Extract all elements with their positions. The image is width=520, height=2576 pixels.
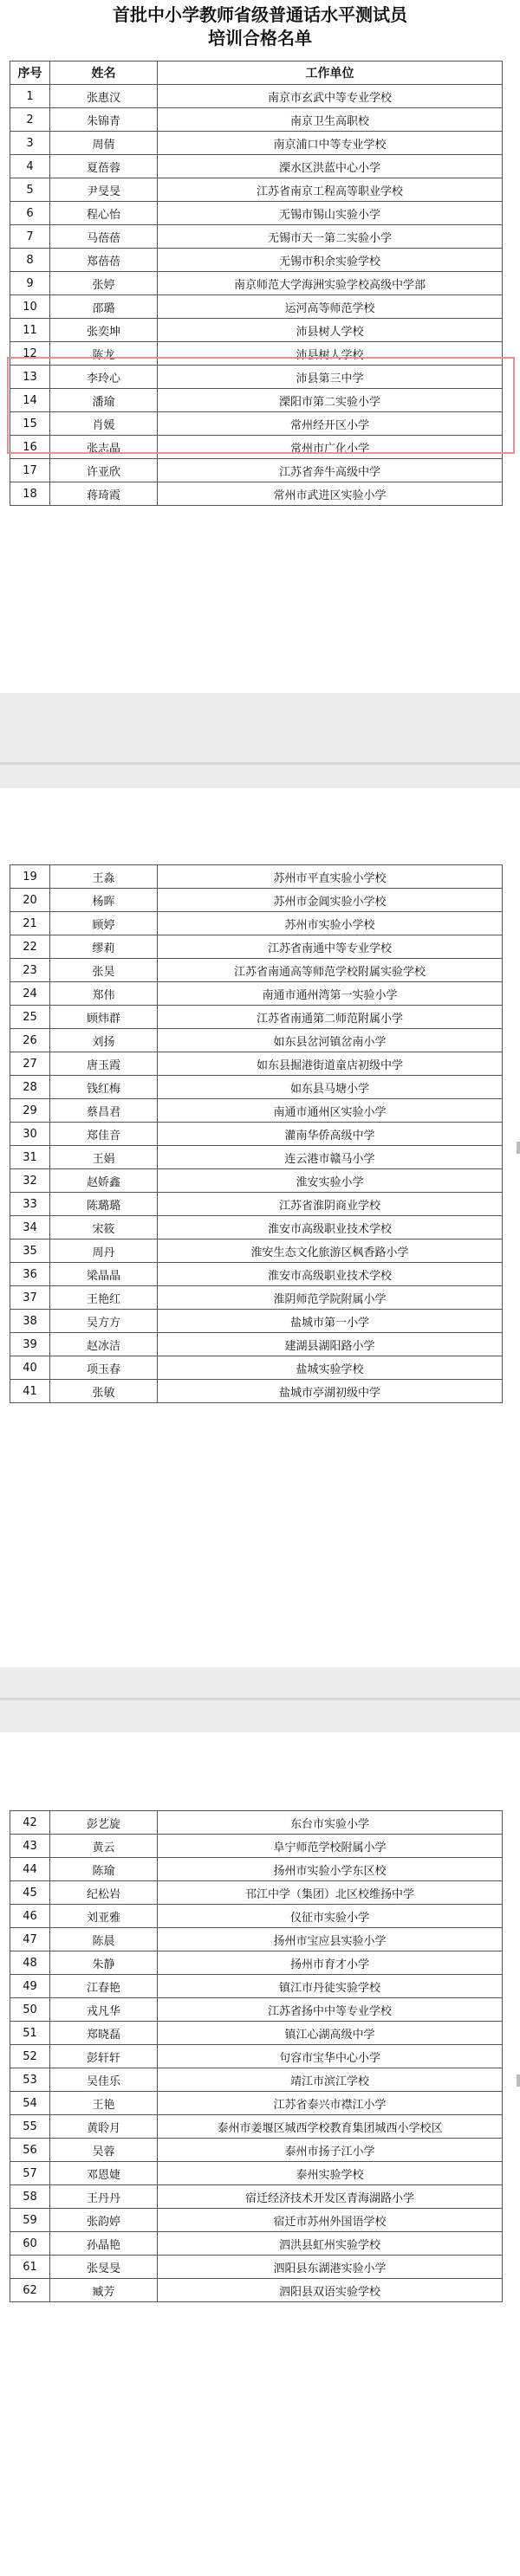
cell-name: 张惠汉 bbox=[50, 85, 158, 108]
cell-org: 常州市广化小学 bbox=[158, 436, 503, 459]
roster-table-3 bbox=[10, 1810, 503, 2302]
table-row bbox=[10, 2115, 503, 2139]
cell-org: 江苏省泰兴市襟江小学 bbox=[158, 2092, 503, 2115]
cell-org: 苏州市金阊实验小学校 bbox=[158, 889, 503, 912]
cell-org: 如东县岔河镇岔南小学 bbox=[158, 1029, 503, 1052]
scrollbar-marker[interactable] bbox=[517, 1142, 520, 1154]
cell-org: 无锡市积余实验学校 bbox=[158, 249, 503, 272]
cell-index: 52 bbox=[10, 2045, 50, 2068]
cell-org: 江苏省南京工程高等职业学校 bbox=[158, 178, 503, 202]
cell-name: 吴方方 bbox=[50, 1310, 158, 1333]
cell-name: 孙晶艳 bbox=[50, 2232, 158, 2256]
cell-name: 杨晖 bbox=[50, 889, 158, 912]
cell-name: 张昊 bbox=[50, 959, 158, 982]
cell-index: 38 bbox=[10, 1310, 50, 1333]
cell-name: 江春艳 bbox=[50, 1975, 158, 1998]
table-row bbox=[10, 225, 503, 249]
cell-index: 41 bbox=[10, 1380, 50, 1403]
cell-name: 唐玉霞 bbox=[50, 1052, 158, 1076]
table-row bbox=[10, 1286, 503, 1310]
cell-org: 苏州市实验小学校 bbox=[158, 912, 503, 935]
cell-org: 阜宁师范学校附属小学 bbox=[158, 1835, 503, 1858]
cell-index: 23 bbox=[10, 959, 50, 982]
cell-name: 夏蓓蓉 bbox=[50, 155, 158, 178]
table-row bbox=[10, 2162, 503, 2185]
cell-index: 60 bbox=[10, 2232, 50, 2256]
document-page-2 bbox=[0, 788, 520, 1667]
cell-org: 如东县马塘小学 bbox=[158, 1076, 503, 1099]
cell-org: 扬州市宝应县实验小学 bbox=[158, 1928, 503, 1951]
cell-org: 泰州市姜堰区城西学校教育集团城西小学校区 bbox=[158, 2115, 503, 2139]
table-row bbox=[10, 1239, 503, 1263]
cell-org: 江苏省淮阴商业学校 bbox=[158, 1193, 503, 1216]
cell-index: 55 bbox=[10, 2115, 50, 2139]
table-row bbox=[10, 2045, 503, 2068]
cell-org: 如东县掘港街道童店初级中学 bbox=[158, 1052, 503, 1076]
cell-org: 南京师范大学海洲实验学校高级中学部 bbox=[158, 272, 503, 295]
cell-name: 王娟 bbox=[50, 1146, 158, 1169]
cell-org: 盐城实验学校 bbox=[158, 1356, 503, 1380]
cell-name: 彭艺旋 bbox=[50, 1811, 158, 1835]
table-row bbox=[10, 1928, 503, 1951]
cell-org: 盐城市亭湖初级中学 bbox=[158, 1380, 503, 1403]
table-row bbox=[10, 2022, 503, 2045]
cell-name: 陈晨 bbox=[50, 1928, 158, 1951]
cell-org: 南京浦口中等专业学校 bbox=[158, 132, 503, 155]
cell-org: 南通市通州湾第一实验小学 bbox=[158, 982, 503, 1006]
cell-index: 44 bbox=[10, 1858, 50, 1881]
cell-name: 蒋琦霞 bbox=[50, 482, 158, 506]
table-row bbox=[10, 108, 503, 132]
document-page-3 bbox=[0, 1732, 520, 2576]
cell-name: 宋筱 bbox=[50, 1216, 158, 1239]
cell-org: 沛县树人学校 bbox=[158, 319, 503, 342]
cell-index: 5 bbox=[10, 178, 50, 202]
cell-org: 淮安生态文化旅游区枫香路小学 bbox=[158, 1239, 503, 1263]
cell-name: 赵娇鑫 bbox=[50, 1169, 158, 1193]
table-row bbox=[10, 2232, 503, 2256]
cell-name: 戎凡华 bbox=[50, 1998, 158, 2022]
cell-name: 许亚欣 bbox=[50, 459, 158, 482]
table-row bbox=[10, 2185, 503, 2209]
cell-name: 黄云 bbox=[50, 1835, 158, 1858]
cell-name: 张韵婷 bbox=[50, 2209, 158, 2232]
cell-org: 沛县第三中学 bbox=[158, 366, 503, 389]
header-name: 姓名 bbox=[50, 61, 158, 85]
roster-table-2 bbox=[10, 864, 503, 1403]
table-row bbox=[10, 249, 503, 272]
cell-index: 26 bbox=[10, 1029, 50, 1052]
cell-index: 8 bbox=[10, 249, 50, 272]
cell-name: 臧芳 bbox=[50, 2279, 158, 2302]
cell-org: 淮阴师范学院附属小学 bbox=[158, 1286, 503, 1310]
cell-org: 宿迁市苏州外国语学校 bbox=[158, 2209, 503, 2232]
cell-name: 邓恩婕 bbox=[50, 2162, 158, 2185]
cell-org: 靖江市滨江学校 bbox=[158, 2068, 503, 2092]
cell-index: 58 bbox=[10, 2185, 50, 2209]
title-line-1: 首批中小学教师省级普通话水平测试员 bbox=[113, 4, 407, 25]
cell-name: 刘亚雅 bbox=[50, 1905, 158, 1928]
cell-org: 泗阳县东湖港实验小学 bbox=[158, 2256, 503, 2279]
cell-index: 24 bbox=[10, 982, 50, 1006]
cell-org: 苏州市平直实验小学校 bbox=[158, 865, 503, 889]
cell-org: 常州市武进区实验小学 bbox=[158, 482, 503, 506]
cell-index: 7 bbox=[10, 225, 50, 249]
cell-org: 扬州市育才小学 bbox=[158, 1951, 503, 1975]
cell-index: 43 bbox=[10, 1835, 50, 1858]
cell-name: 蔡昌君 bbox=[50, 1099, 158, 1123]
cell-name: 吴佳乐 bbox=[50, 2068, 158, 2092]
cell-name: 赵冰洁 bbox=[50, 1333, 158, 1356]
cell-index: 61 bbox=[10, 2256, 50, 2279]
table-row bbox=[10, 1380, 503, 1403]
cell-name: 王艳红 bbox=[50, 1286, 158, 1310]
table-row bbox=[10, 959, 503, 982]
cell-index: 6 bbox=[10, 202, 50, 225]
table-row bbox=[10, 436, 503, 459]
table-row bbox=[10, 1099, 503, 1123]
table-row bbox=[10, 1975, 503, 1998]
cell-index: 10 bbox=[10, 295, 50, 319]
cell-org: 江苏省扬中中等专业学校 bbox=[158, 1998, 503, 2022]
table-row bbox=[10, 342, 503, 366]
table-row bbox=[10, 85, 503, 108]
table-header-row bbox=[10, 61, 503, 85]
cell-index: 49 bbox=[10, 1975, 50, 1998]
cell-org: 沛县树人学校 bbox=[158, 342, 503, 366]
cell-index: 34 bbox=[10, 1216, 50, 1239]
cell-index: 57 bbox=[10, 2162, 50, 2185]
cell-index: 33 bbox=[10, 1193, 50, 1216]
cell-org: 泰州实验学校 bbox=[158, 2162, 503, 2185]
cell-name: 郑晓磊 bbox=[50, 2022, 158, 2045]
cell-name: 李玲心 bbox=[50, 366, 158, 389]
table-row bbox=[10, 295, 503, 319]
cell-name: 王淼 bbox=[50, 865, 158, 889]
cell-name: 黄聆月 bbox=[50, 2115, 158, 2139]
table-row bbox=[10, 1216, 503, 1239]
cell-name: 程心怡 bbox=[50, 202, 158, 225]
cell-name: 郑佳音 bbox=[50, 1123, 158, 1146]
cell-name: 肖媛 bbox=[50, 412, 158, 436]
cell-name: 陈龙 bbox=[50, 342, 158, 366]
cell-org: 无锡市天一第二实验小学 bbox=[158, 225, 503, 249]
cell-name: 缪莉 bbox=[50, 935, 158, 959]
cell-name: 潘瑜 bbox=[50, 389, 158, 412]
cell-name: 陈璐璐 bbox=[50, 1193, 158, 1216]
cell-index: 45 bbox=[10, 1881, 50, 1905]
header-org: 工作单位 bbox=[158, 61, 503, 85]
table-row bbox=[10, 1905, 503, 1928]
table-row bbox=[10, 1998, 503, 2022]
page-divider bbox=[0, 1698, 520, 1700]
cell-index: 21 bbox=[10, 912, 50, 935]
document-page-1 bbox=[0, 0, 520, 693]
table-row bbox=[10, 1146, 503, 1169]
cell-org: 江苏省南通中等专业学校 bbox=[158, 935, 503, 959]
table-row bbox=[10, 2139, 503, 2162]
cell-name: 顾炜群 bbox=[50, 1006, 158, 1029]
cell-index: 30 bbox=[10, 1123, 50, 1146]
cell-index: 16 bbox=[10, 436, 50, 459]
cell-index: 39 bbox=[10, 1333, 50, 1356]
cell-index: 18 bbox=[10, 482, 50, 506]
cell-name: 马蓓蓓 bbox=[50, 225, 158, 249]
table-row bbox=[10, 155, 503, 178]
cell-name: 邵璐 bbox=[50, 295, 158, 319]
cell-index: 15 bbox=[10, 412, 50, 436]
cell-org: 南京卫生高职校 bbox=[158, 108, 503, 132]
cell-name: 彭轩轩 bbox=[50, 2045, 158, 2068]
cell-name: 王丹丹 bbox=[50, 2185, 158, 2209]
table-row bbox=[10, 1123, 503, 1146]
roster-table-1 bbox=[10, 61, 503, 506]
table-row bbox=[10, 1835, 503, 1858]
table-row bbox=[10, 366, 503, 389]
table-row bbox=[10, 202, 503, 225]
table-row bbox=[10, 1858, 503, 1881]
table-body bbox=[10, 1811, 503, 2302]
cell-name: 张奕坤 bbox=[50, 319, 158, 342]
cell-index: 48 bbox=[10, 1951, 50, 1975]
cell-name: 项玉春 bbox=[50, 1356, 158, 1380]
cell-org: 镇江心湖高级中学 bbox=[158, 2022, 503, 2045]
cell-org: 泰州市扬子江小学 bbox=[158, 2139, 503, 2162]
cell-org: 淮安市高级职业技术学校 bbox=[158, 1263, 503, 1286]
cell-name: 朱锦青 bbox=[50, 108, 158, 132]
cell-index: 54 bbox=[10, 2092, 50, 2115]
cell-org: 宿迁经济技术开发区青海湖路小学 bbox=[158, 2185, 503, 2209]
table-row bbox=[10, 459, 503, 482]
table-row bbox=[10, 1029, 503, 1052]
cell-index: 31 bbox=[10, 1146, 50, 1169]
table-row bbox=[10, 1881, 503, 1905]
cell-org: 淮安市高级职业技术学校 bbox=[158, 1216, 503, 1239]
cell-org: 盐城市第一小学 bbox=[158, 1310, 503, 1333]
table-row bbox=[10, 178, 503, 202]
cell-index: 17 bbox=[10, 459, 50, 482]
cell-name: 郑伟 bbox=[50, 982, 158, 1006]
table-row bbox=[10, 2209, 503, 2232]
cell-org: 溧阳市第二实验小学 bbox=[158, 389, 503, 412]
cell-name: 吴蓉 bbox=[50, 2139, 158, 2162]
cell-name: 周倩 bbox=[50, 132, 158, 155]
header-index: 序号 bbox=[10, 61, 50, 85]
cell-org: 建湖县湖阳路小学 bbox=[158, 1333, 503, 1356]
table-row bbox=[10, 865, 503, 889]
cell-index: 25 bbox=[10, 1006, 50, 1029]
cell-name: 梁晶晶 bbox=[50, 1263, 158, 1286]
table-row bbox=[10, 935, 503, 959]
cell-index: 11 bbox=[10, 319, 50, 342]
cell-index: 27 bbox=[10, 1052, 50, 1076]
table-row bbox=[10, 1811, 503, 1835]
cell-index: 1 bbox=[10, 85, 50, 108]
cell-org: 常州经开区小学 bbox=[158, 412, 503, 436]
cell-index: 37 bbox=[10, 1286, 50, 1310]
cell-index: 36 bbox=[10, 1263, 50, 1286]
cell-name: 王艳 bbox=[50, 2092, 158, 2115]
cell-index: 32 bbox=[10, 1169, 50, 1193]
cell-name: 张婷 bbox=[50, 272, 158, 295]
title-line-2: 培训合格名单 bbox=[208, 28, 312, 49]
cell-org: 江苏省南通高等师范学校附属实验学校 bbox=[158, 959, 503, 982]
cell-index: 22 bbox=[10, 935, 50, 959]
cell-org: 溧水区洪蓝中心小学 bbox=[158, 155, 503, 178]
table-row bbox=[10, 1263, 503, 1286]
cell-org: 淮安实验小学 bbox=[158, 1169, 503, 1193]
cell-org: 无锡市锡山实验小学 bbox=[158, 202, 503, 225]
table-row bbox=[10, 1310, 503, 1333]
cell-org: 邗江中学（集团）北区校维扬中学 bbox=[158, 1881, 503, 1905]
cell-name: 张敏 bbox=[50, 1380, 158, 1403]
table-row bbox=[10, 1076, 503, 1099]
cell-org: 南通市通州区实验小学 bbox=[158, 1099, 503, 1123]
table-row bbox=[10, 982, 503, 1006]
cell-name: 张志晶 bbox=[50, 436, 158, 459]
cell-index: 2 bbox=[10, 108, 50, 132]
cell-name: 张旻旻 bbox=[50, 2256, 158, 2279]
cell-index: 29 bbox=[10, 1099, 50, 1123]
cell-org: 句容市宝华中心小学 bbox=[158, 2045, 503, 2068]
table-row bbox=[10, 272, 503, 295]
cell-org: 镇江市丹徒实验学校 bbox=[158, 1975, 503, 1998]
cell-index: 51 bbox=[10, 2022, 50, 2045]
cell-name: 朱静 bbox=[50, 1951, 158, 1975]
cell-index: 56 bbox=[10, 2139, 50, 2162]
cell-org: 泗洪县虹州实验学校 bbox=[158, 2232, 503, 2256]
cell-org: 江苏省南通第二师范附属小学 bbox=[158, 1006, 503, 1029]
scrollbar-marker[interactable] bbox=[517, 2074, 520, 2087]
cell-index: 46 bbox=[10, 1905, 50, 1928]
table-row bbox=[10, 2279, 503, 2302]
cell-index: 14 bbox=[10, 389, 50, 412]
table-row bbox=[10, 1333, 503, 1356]
cell-name: 刘扬 bbox=[50, 1029, 158, 1052]
cell-index: 9 bbox=[10, 272, 50, 295]
table-row bbox=[10, 1006, 503, 1029]
table-body bbox=[10, 85, 503, 506]
cell-org: 南京市玄武中等专业学校 bbox=[158, 85, 503, 108]
cell-org: 江苏省奔牛高级中学 bbox=[158, 459, 503, 482]
page-divider bbox=[0, 762, 520, 765]
cell-org: 扬州市实验小学东区校 bbox=[158, 1858, 503, 1881]
cell-index: 42 bbox=[10, 1811, 50, 1835]
table-row bbox=[10, 2068, 503, 2092]
cell-index: 3 bbox=[10, 132, 50, 155]
cell-index: 47 bbox=[10, 1928, 50, 1951]
cell-index: 28 bbox=[10, 1076, 50, 1099]
table-row bbox=[10, 1193, 503, 1216]
table-row bbox=[10, 389, 503, 412]
cell-index: 53 bbox=[10, 2068, 50, 2092]
document-title bbox=[0, 0, 520, 50]
cell-index: 62 bbox=[10, 2279, 50, 2302]
cell-index: 12 bbox=[10, 342, 50, 366]
table-row bbox=[10, 412, 503, 436]
cell-index: 50 bbox=[10, 1998, 50, 2022]
cell-name: 尹旻旻 bbox=[50, 178, 158, 202]
table-row bbox=[10, 482, 503, 506]
cell-index: 4 bbox=[10, 155, 50, 178]
cell-name: 周丹 bbox=[50, 1239, 158, 1263]
table-row bbox=[10, 889, 503, 912]
cell-org: 东台市实验小学 bbox=[158, 1811, 503, 1835]
table-row bbox=[10, 319, 503, 342]
cell-index: 20 bbox=[10, 889, 50, 912]
cell-name: 陈瑜 bbox=[50, 1858, 158, 1881]
table-row bbox=[10, 2256, 503, 2279]
table-row bbox=[10, 2092, 503, 2115]
cell-org: 仪征市实验小学 bbox=[158, 1905, 503, 1928]
table-row bbox=[10, 1169, 503, 1193]
table-row bbox=[10, 912, 503, 935]
cell-index: 13 bbox=[10, 366, 50, 389]
cell-index: 35 bbox=[10, 1239, 50, 1263]
table-row bbox=[10, 1052, 503, 1076]
cell-name: 顾婷 bbox=[50, 912, 158, 935]
table-row bbox=[10, 1951, 503, 1975]
cell-name: 郑蓓蓓 bbox=[50, 249, 158, 272]
cell-name: 纪松岩 bbox=[50, 1881, 158, 1905]
table-row bbox=[10, 132, 503, 155]
cell-index: 19 bbox=[10, 865, 50, 889]
cell-org: 泗阳县双语实验学校 bbox=[158, 2279, 503, 2302]
cell-org: 灌南华侨高级中学 bbox=[158, 1123, 503, 1146]
cell-org: 运河高等师范学校 bbox=[158, 295, 503, 319]
cell-index: 59 bbox=[10, 2209, 50, 2232]
cell-index: 40 bbox=[10, 1356, 50, 1380]
cell-org: 连云港市赣马小学 bbox=[158, 1146, 503, 1169]
table-row bbox=[10, 1356, 503, 1380]
table-body bbox=[10, 865, 503, 1403]
cell-name: 钱红梅 bbox=[50, 1076, 158, 1099]
